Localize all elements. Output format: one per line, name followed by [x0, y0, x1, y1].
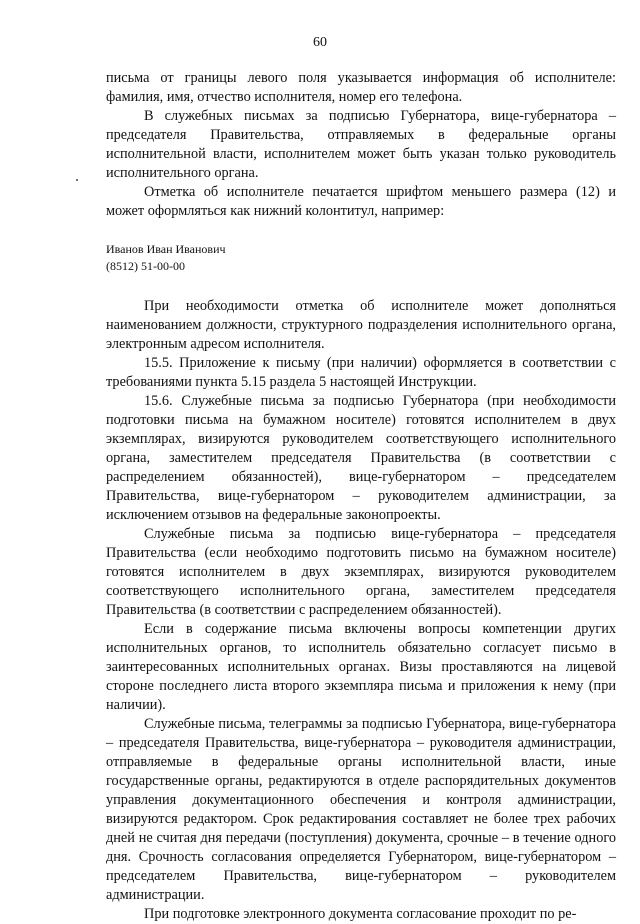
- paragraph-10: При подготовке электронного документа согласование проходит по ре-: [144, 906, 577, 922]
- paragraph-7: Служебные письма за подписью вице-губернатора – председателя Правительства (если необходимо подготовить письмо на бумажном носителе) готовятся исполнителем в двух экземплярах, визируются руководителем соответствующего исполнительного органа, заместителем председателя Правительства (в соответствии с распределением обязанностей).: [106, 526, 616, 618]
- executor-phone: (8512) 51-00-00: [106, 259, 185, 273]
- paragraph-6: 15.6. Служебные письма за подписью Губернатора (при необходимости подготовки письма на бумажном носителе) готовятся исполнителем в двух экземплярах, визируются руководителем соответствующего исполнительного органа, заместителем председателя Правительства (в соответствии с распределением обязанностей), вице-губернатором – председателем Правительства, вице-губернатором – руководителем администрации, за исключением отзывов на федеральные законопроекты.: [106, 393, 616, 523]
- document-body: [106, 69, 616, 924]
- paragraph-2: В служебных письмах за подписью Губернатора, вице-губернатора – председателя Правительства, отправляемых в федеральные органы исполнительной власти, исполнителем может быть указан только руководитель исполнительного органа.: [106, 108, 616, 181]
- paragraph-5: 15.5. Приложение к письму (при наличии) оформляется в соответствии с требованиями пункта 5.15 раздела 5 настоящей Инструкции.: [106, 355, 616, 390]
- executor-name: Иванов Иван Иванович: [106, 242, 226, 256]
- page-number: 60: [313, 35, 327, 50]
- paragraph-8: Если в содержание письма включены вопросы компетенции других исполнительных органов, то исполнитель обязательно согласует письмо в заинтересованных исполнительных органах. Визы проставляются на лицевой стороне последнего листа второго экземпляра письма и приложения к нему (при наличии).: [106, 621, 616, 713]
- paragraph-1: письма от границы левого поля указывается информация об исполнителе: фамилия, имя, отчество исполнителя, номер его телефона.: [106, 70, 616, 105]
- paragraph-3: Отметка об исполнителе печатается шрифтом меньшего размера (12) и может оформляться как нижний колонтитул, например:: [106, 184, 616, 219]
- executor-example: [106, 241, 616, 275]
- paragraph-4: При необходимости отметка об исполнителе может дополняться наименованием должности, структурного подразделения исполнительного органа, электронным адресом исполнителя.: [106, 298, 616, 352]
- scan-speck: [76, 179, 78, 181]
- paragraph-9: Служебные письма, телеграммы за подписью Губернатора, вице-губернатора – председателя Правительства, вице-губернатора – руководителя администрации, отправляемые в федеральные органы исполнительной власти, иные государственные органы, редактируются в отделе распорядительных документов управления документационного обеспечения и контроля администрации, визируются редактором. Срок редактирования составляет не более трех рабочих дней не считая дня передачи (поступления) документа, срочные – в течение одного дня. Срочность согласования определяется Губернатором, вице-губернатором – председателем Правительства, вице-губернатором – руководителем администрации.: [106, 716, 616, 903]
